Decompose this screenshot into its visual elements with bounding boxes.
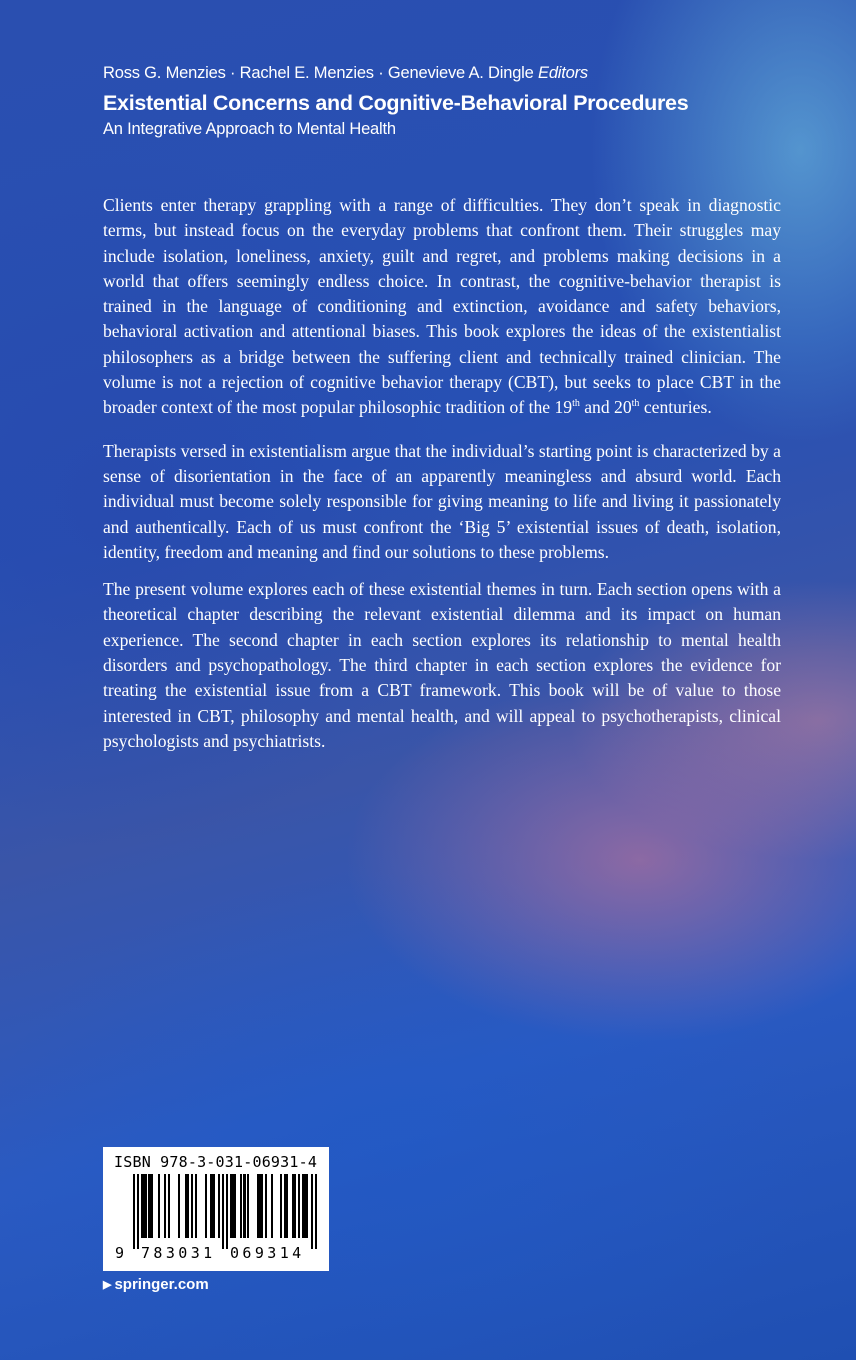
barcode-bar [145,1174,147,1238]
blurb-paragraph-1-mid: and 20 [579,397,632,418]
barcode-bar [271,1174,273,1238]
editors-role: Editors [538,64,588,82]
publisher-url: springer.com [114,1276,209,1293]
barcode-bar [168,1174,170,1238]
barcode-bar [164,1174,166,1238]
blurb-paragraph-3: The present volume explores each of these existential themes in turn. Each section opens with a theoretical chapter describing the relevant existential dilemma and its impact on human experience. The second chapter in each section explores its relationship to mental health disorders and psychopathology. The third chapter in each section explores the evidence for treating the existential issue from a CBT framework. This book will be of value to those interested in CBT, philosophy and mental health, and will appeal to psychotherapists, clinical psychologists and psychiatrists. [103,579,781,751]
editors-line [103,62,803,84]
barcode-bar [294,1174,296,1238]
barcode-bar [286,1174,288,1238]
barcode-bar [178,1174,180,1238]
barcode-right-digits: 069314 [230,1244,305,1262]
ordinal-suffix: th [631,398,640,410]
barcode-bar [218,1174,220,1238]
barcode-bar [261,1174,263,1238]
barcode-bar [240,1174,242,1238]
blurb-text [103,193,781,754]
barcode-bar [315,1174,317,1249]
barcode-bars [133,1174,317,1252]
barcode-bar [191,1174,193,1238]
isbn-number: ISBN 978-3-031-06931-4 [114,1153,318,1171]
barcode-bar [280,1174,282,1238]
barcode-bar [305,1174,307,1238]
book-title: Existential Concerns and Cognitive-Behavioral Procedures [103,91,689,115]
barcode-bar [222,1174,224,1249]
barcode-bar [243,1174,245,1238]
barcode-bar [137,1174,139,1249]
barcode-lead-digit: 9 [115,1244,125,1262]
publisher-link[interactable] [103,1276,209,1293]
barcode-bar [150,1174,152,1238]
barcode-bar [205,1174,207,1238]
barcode-bar [195,1174,197,1238]
barcode-bar [212,1174,214,1238]
blurb-paragraph-1-text: Clients enter therapy grappling with a range of difficulties. They don’t speak in diagnostic terms, but instead focus on the everyday problems that confront them. Their struggles may include isolation, loneliness, anxiety, guilt and regret, and problems making decisions in a world that offers seemingly endless choice. In contrast, the cognitive-behavior therapist is trained in the language of conditioning and extinction, avoidance and safety behaviors, behavioral activation and attentional biases. This book explores the ideas of the existentialist philosophers as a bridge between the suffering client and technically trained clinician. The volume is not a rejection of cognitive behavior therapy (CBT), but seeks to place CBT in the broader context of the most popular philosophic tradition of the 19 [103,195,781,418]
blurb-paragraph-1-end: centuries. [639,397,712,418]
barcode-bar [158,1174,160,1238]
barcode-bar [187,1174,189,1238]
book-subtitle: An Integrative Approach to Mental Health [103,120,396,138]
ordinal-suffix: th [572,398,580,410]
barcode-bar [311,1174,313,1249]
barcode-bar [298,1174,300,1238]
blurb-paragraph-1 [103,193,781,421]
barcode-bar [265,1174,267,1238]
triangle-right-icon: ▶ [103,1279,112,1291]
blurb-paragraph-2: Therapists versed in existentialism argue that the individual’s starting point is characterized by a sense of disorientation in the face of an apparently meaningless and absurd world. Each individual must become solely responsible for giving meaning to life and living it passionately and authentically. Each of us must confront the ‘Big 5’ existential issues of death, isolation, identity, freedom and meaning and find our solutions to these problems. [103,440,781,562]
editor-names: Ross G. Menzies · Rachel E. Menzies · Genevieve A. Dingle [103,64,534,82]
barcode-bar [247,1174,249,1238]
cover-header [103,62,803,139]
barcode-left-digits: 783031 [141,1244,216,1262]
barcode-bar [226,1174,228,1249]
barcode-bar [133,1174,135,1249]
isbn-barcode [103,1147,329,1271]
barcode-bar [234,1174,236,1238]
